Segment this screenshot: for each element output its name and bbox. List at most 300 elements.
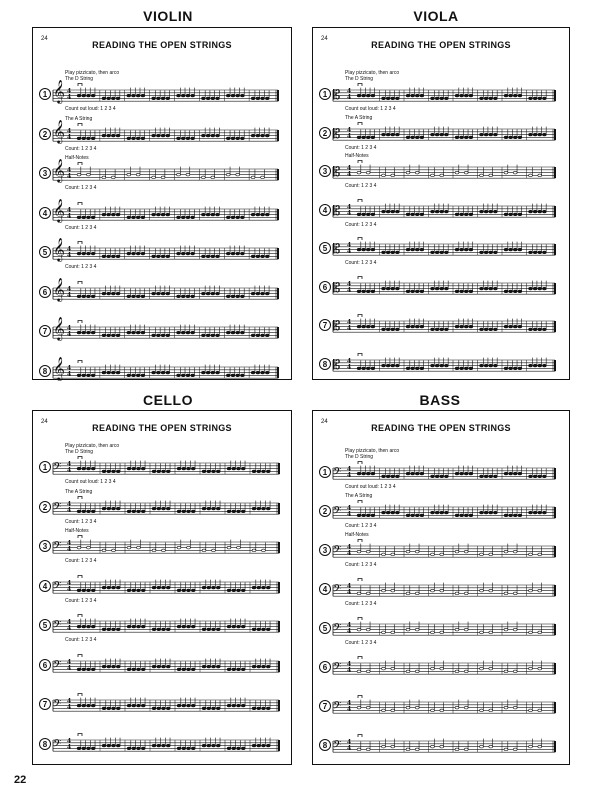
quarter-note xyxy=(166,371,170,374)
quarter-note xyxy=(513,94,517,97)
bass-clef-icon: 𝄢 xyxy=(53,619,62,634)
quarter-note xyxy=(513,367,517,370)
quarter-note xyxy=(116,470,120,473)
quarter-note xyxy=(107,371,111,374)
half-note xyxy=(455,550,459,553)
quarter-note xyxy=(112,707,116,710)
quarter-note xyxy=(386,97,390,100)
quarter-note xyxy=(362,94,366,97)
quarter-note xyxy=(162,470,166,473)
quarter-note xyxy=(455,514,459,517)
quarter-note xyxy=(509,290,513,293)
quarter-note xyxy=(504,248,508,251)
quarter-note xyxy=(504,325,508,328)
quarter-note xyxy=(137,510,141,513)
half-note xyxy=(382,589,386,592)
half-note xyxy=(513,670,517,673)
quarter-note xyxy=(533,511,537,514)
quarter-note xyxy=(237,625,241,628)
quarter-note xyxy=(357,290,361,293)
quarter-note xyxy=(362,136,366,139)
quarter-note xyxy=(82,668,86,671)
quarter-note xyxy=(132,510,136,513)
staff xyxy=(39,276,282,307)
quarter-note xyxy=(391,511,395,514)
staff xyxy=(319,656,559,682)
quarter-note xyxy=(464,367,468,370)
quarter-note xyxy=(382,133,386,136)
quarter-note xyxy=(127,467,131,470)
staff xyxy=(319,276,559,302)
quarter-note xyxy=(201,292,205,295)
quarter-note xyxy=(251,97,255,100)
quarter-note xyxy=(216,628,220,631)
exercise-title: READING THE OPEN STRINGS xyxy=(371,423,511,433)
half-note xyxy=(415,550,419,553)
quarter-note xyxy=(469,136,473,139)
quarter-note xyxy=(542,364,546,367)
quarter-note xyxy=(262,507,266,510)
quarter-note xyxy=(77,252,81,255)
quarter-note xyxy=(489,97,493,100)
quarter-note xyxy=(241,216,245,219)
quarter-note xyxy=(257,628,261,631)
quarter-note xyxy=(211,97,215,100)
half-note xyxy=(538,631,542,634)
quarter-note xyxy=(211,371,215,374)
quarter-note xyxy=(206,213,210,216)
quarter-note xyxy=(102,334,106,337)
quarter-note xyxy=(201,134,205,137)
quarter-note xyxy=(251,134,255,137)
quarter-note xyxy=(265,213,269,216)
quarter-note xyxy=(186,137,190,140)
time-signature: 4 4 xyxy=(67,88,72,101)
quarter-note xyxy=(251,255,255,258)
quarter-note xyxy=(226,94,230,97)
quarter-note xyxy=(444,364,448,367)
quarter-note xyxy=(87,668,91,671)
quarter-note xyxy=(464,213,468,216)
quarter-note xyxy=(186,94,190,97)
quarter-note xyxy=(166,507,170,510)
staff xyxy=(39,355,282,386)
line-number: 1 xyxy=(319,466,331,478)
quarter-note xyxy=(201,371,205,374)
quarter-note xyxy=(236,94,240,97)
quarter-note xyxy=(406,325,410,328)
quarter-note xyxy=(87,589,91,592)
quarter-note xyxy=(156,371,160,374)
quarter-note xyxy=(262,628,266,631)
quarter-note xyxy=(212,744,216,747)
half-note xyxy=(513,628,517,631)
quarter-note xyxy=(236,252,240,255)
quarter-note xyxy=(141,374,145,377)
quarter-note xyxy=(480,364,484,367)
count-instruction: Count: 1 2 3 4 xyxy=(65,224,97,231)
count-instruction: Count: 1 2 3 4 xyxy=(345,221,377,228)
line-number: 2 xyxy=(39,128,51,140)
music-line xyxy=(319,656,561,684)
quarter-note xyxy=(226,252,230,255)
half-note xyxy=(431,631,435,634)
quarter-note xyxy=(206,334,210,337)
quarter-note xyxy=(509,367,513,370)
half-note xyxy=(391,667,395,670)
music-line xyxy=(39,70,284,112)
quarter-note xyxy=(107,507,111,510)
quarter-note xyxy=(241,589,245,592)
half-note xyxy=(538,589,542,592)
quarter-note xyxy=(509,325,513,328)
quarter-note xyxy=(455,367,459,370)
quarter-note xyxy=(132,94,136,97)
quarter-note xyxy=(440,364,444,367)
music-line xyxy=(319,695,561,723)
quarter-note xyxy=(262,470,266,473)
quarter-note xyxy=(382,511,386,514)
half-note xyxy=(415,592,419,595)
quarter-note xyxy=(518,325,522,328)
half-note xyxy=(464,748,468,751)
quarter-note xyxy=(493,475,497,478)
quarter-note xyxy=(480,97,484,100)
quarter-note xyxy=(152,334,156,337)
quarter-note xyxy=(504,290,508,293)
quarter-note xyxy=(411,136,415,139)
quarter-note xyxy=(127,510,131,513)
quarter-note xyxy=(87,331,91,334)
down-bow-mark xyxy=(358,462,362,465)
quarter-note xyxy=(518,290,522,293)
quarter-note xyxy=(77,625,81,628)
quarter-note xyxy=(382,364,386,367)
quarter-note xyxy=(529,133,533,136)
half-note xyxy=(357,628,361,631)
half-note xyxy=(529,589,533,592)
quarter-note xyxy=(382,475,386,478)
exercise-page-number: 24 xyxy=(41,36,48,42)
quarter-note xyxy=(538,251,542,254)
quarter-note xyxy=(191,94,195,97)
quarter-note xyxy=(395,475,399,478)
half-note xyxy=(440,667,444,670)
quarter-note xyxy=(102,371,106,374)
quarter-note xyxy=(141,331,145,334)
half-note xyxy=(366,628,370,631)
quarter-note xyxy=(236,137,240,140)
quarter-note xyxy=(202,628,206,631)
quarter-note xyxy=(241,704,245,707)
quarter-note xyxy=(357,248,361,251)
quarter-note xyxy=(236,216,240,219)
half-note xyxy=(504,706,508,709)
quarter-note xyxy=(444,133,448,136)
quarter-note xyxy=(480,328,484,331)
quarter-note xyxy=(391,287,395,290)
quarter-note xyxy=(256,292,260,295)
quarter-note xyxy=(152,213,156,216)
half-note xyxy=(513,748,517,751)
quarter-note xyxy=(440,97,444,100)
quarter-note xyxy=(411,367,415,370)
quarter-note xyxy=(420,367,424,370)
half-note xyxy=(406,670,410,673)
quarter-note xyxy=(141,747,145,750)
quarter-note xyxy=(177,510,181,513)
quarter-note xyxy=(127,668,131,671)
quarter-note xyxy=(132,625,136,628)
quarter-note xyxy=(440,133,444,136)
half-note xyxy=(464,592,468,595)
quarter-note xyxy=(431,511,435,514)
quarter-note xyxy=(107,213,111,216)
music-line xyxy=(319,493,561,529)
quarter-note xyxy=(166,213,170,216)
music-line xyxy=(39,276,284,309)
half-note xyxy=(391,553,395,556)
quarter-note xyxy=(107,586,111,589)
quarter-note xyxy=(127,216,131,219)
quarter-note xyxy=(127,747,131,750)
quarter-note xyxy=(137,704,141,707)
quarter-note xyxy=(455,94,459,97)
quarter-note xyxy=(132,747,136,750)
quarter-note xyxy=(251,213,255,216)
quarter-note xyxy=(182,510,186,513)
quarter-note xyxy=(82,510,86,513)
quarter-note xyxy=(211,134,215,137)
quarter-note xyxy=(127,625,131,628)
time-signature: 4 4 xyxy=(347,661,352,674)
half-note xyxy=(504,670,508,673)
quarter-note xyxy=(181,331,185,334)
half-note xyxy=(127,173,131,176)
quarter-note xyxy=(152,97,156,100)
quarter-note xyxy=(116,134,120,137)
line-number: 5 xyxy=(39,246,51,258)
quarter-note xyxy=(207,665,211,668)
quarter-note xyxy=(420,290,424,293)
quarter-note xyxy=(102,470,106,473)
quarter-note xyxy=(111,255,115,258)
quarter-note xyxy=(116,292,120,295)
quarter-note xyxy=(455,325,459,328)
quarter-note xyxy=(166,255,170,258)
down-bow-mark xyxy=(358,276,362,279)
line-annotation: The D String xyxy=(65,76,94,82)
quarter-note xyxy=(391,475,395,478)
half-note xyxy=(77,546,81,549)
half-note xyxy=(87,546,91,549)
quarter-note xyxy=(191,510,195,513)
half-note xyxy=(136,173,140,176)
quarter-note xyxy=(107,665,111,668)
quarter-note xyxy=(262,707,266,710)
quarter-note xyxy=(91,94,95,97)
bass-clef-icon: 𝄢 xyxy=(53,658,62,674)
quarter-note xyxy=(137,625,141,628)
quarter-note xyxy=(529,287,533,290)
half-note xyxy=(529,745,533,748)
quarter-note xyxy=(504,472,508,475)
quarter-note xyxy=(489,210,493,213)
quarter-note xyxy=(232,510,236,513)
quarter-note xyxy=(371,94,375,97)
count-instruction: Count: 1 2 3 4 xyxy=(345,640,377,646)
quarter-note xyxy=(137,747,141,750)
down-bow-mark xyxy=(78,496,82,499)
quarter-note xyxy=(464,290,468,293)
half-note xyxy=(102,176,106,179)
quarter-note xyxy=(362,367,366,370)
quarter-note xyxy=(509,213,513,216)
quarter-note xyxy=(187,668,191,671)
line-number: 5 xyxy=(39,619,51,631)
quarter-note xyxy=(87,467,91,470)
quarter-note xyxy=(211,213,215,216)
half-note xyxy=(382,553,386,556)
quarter-note xyxy=(411,325,415,328)
quarter-note xyxy=(141,589,145,592)
quarter-note xyxy=(237,589,241,592)
quarter-note xyxy=(252,707,256,710)
quarter-note xyxy=(111,213,115,216)
quarter-note xyxy=(236,295,240,298)
line-number: 1 xyxy=(319,88,331,100)
quarter-note xyxy=(91,510,95,513)
time-signature: 4 4 xyxy=(347,739,352,752)
music-line xyxy=(319,237,561,265)
quarter-note xyxy=(509,94,513,97)
half-note xyxy=(431,174,435,177)
quarter-note xyxy=(231,295,235,298)
quarter-note xyxy=(102,586,106,589)
line-annotation: The A String xyxy=(65,488,93,495)
quarter-note xyxy=(533,364,537,367)
quarter-note xyxy=(202,665,206,668)
quarter-note xyxy=(493,364,497,367)
down-bow-mark xyxy=(78,84,82,87)
quarter-note xyxy=(529,210,533,213)
quarter-note xyxy=(152,744,156,747)
quarter-note xyxy=(202,470,206,473)
down-bow-mark xyxy=(358,735,362,738)
quarter-note xyxy=(261,371,265,374)
quarter-note xyxy=(206,371,210,374)
time-signature: 4 4 xyxy=(67,461,72,474)
quarter-note xyxy=(362,325,366,328)
quarter-note xyxy=(161,255,165,258)
quarter-note xyxy=(440,328,444,331)
quarter-note xyxy=(533,475,537,478)
quarter-note xyxy=(484,328,488,331)
quarter-note xyxy=(542,210,546,213)
quarter-note xyxy=(469,367,473,370)
quarter-note xyxy=(162,744,166,747)
quarter-note xyxy=(493,328,497,331)
time-signature: 4 4 xyxy=(347,622,352,635)
quarter-note xyxy=(132,252,136,255)
time-signature: 4 4 xyxy=(67,619,72,632)
quarter-note xyxy=(395,133,399,136)
treble-clef-icon: 𝄞 xyxy=(53,276,65,301)
down-bow-mark xyxy=(358,161,362,164)
staff xyxy=(319,695,559,721)
quarter-note xyxy=(136,374,140,377)
quarter-note xyxy=(181,374,185,377)
quarter-note xyxy=(371,325,375,328)
quarter-note xyxy=(111,97,115,100)
quarter-note xyxy=(395,364,399,367)
music-line xyxy=(319,617,561,645)
quarter-note xyxy=(187,510,191,513)
quarter-note xyxy=(357,367,361,370)
quarter-note xyxy=(395,287,399,290)
half-note xyxy=(415,670,419,673)
quarter-note xyxy=(460,325,464,328)
quarter-note xyxy=(420,248,424,251)
half-note xyxy=(529,709,533,712)
quarter-note xyxy=(137,668,141,671)
quarter-note xyxy=(82,747,86,750)
line-number: 7 xyxy=(39,698,51,710)
half-note xyxy=(366,706,370,709)
count-instruction: Count: 1 2 3 4 xyxy=(345,144,377,151)
quarter-note xyxy=(212,628,216,631)
music-line xyxy=(319,353,561,381)
quarter-note xyxy=(493,511,497,514)
half-note xyxy=(202,549,206,552)
down-bow-mark xyxy=(78,733,82,736)
quarter-note xyxy=(166,97,170,100)
quarter-note xyxy=(431,210,435,213)
quarter-note xyxy=(241,374,245,377)
quarter-note xyxy=(538,97,542,100)
down-bow-mark xyxy=(78,242,82,245)
quarter-note xyxy=(116,744,120,747)
quarter-note xyxy=(232,747,236,750)
half-note xyxy=(489,174,493,177)
quarter-note xyxy=(181,94,185,97)
music-line xyxy=(319,70,561,112)
quarter-note xyxy=(177,374,181,377)
quarter-note xyxy=(132,295,136,298)
quarter-note xyxy=(237,467,241,470)
quarter-note xyxy=(538,133,542,136)
quarter-note xyxy=(464,94,468,97)
half-note xyxy=(162,549,166,552)
quarter-note xyxy=(435,287,439,290)
half-note xyxy=(357,171,361,174)
half-note xyxy=(440,174,444,177)
quarter-note xyxy=(91,331,95,334)
quarter-note xyxy=(216,292,220,295)
time-signature: 4 4 xyxy=(67,698,72,711)
quarter-note xyxy=(371,248,375,251)
line-annotation: Half-Notes xyxy=(65,155,89,161)
quarter-note xyxy=(91,295,95,298)
time-signature: 4 4 xyxy=(67,325,72,338)
quarter-note xyxy=(518,367,522,370)
time-signature: 4 4 xyxy=(347,583,352,596)
quarter-note xyxy=(366,290,370,293)
line-number: 7 xyxy=(39,325,51,337)
quarter-note xyxy=(371,367,375,370)
quarter-note xyxy=(162,665,166,668)
line-number: 5 xyxy=(319,622,331,634)
